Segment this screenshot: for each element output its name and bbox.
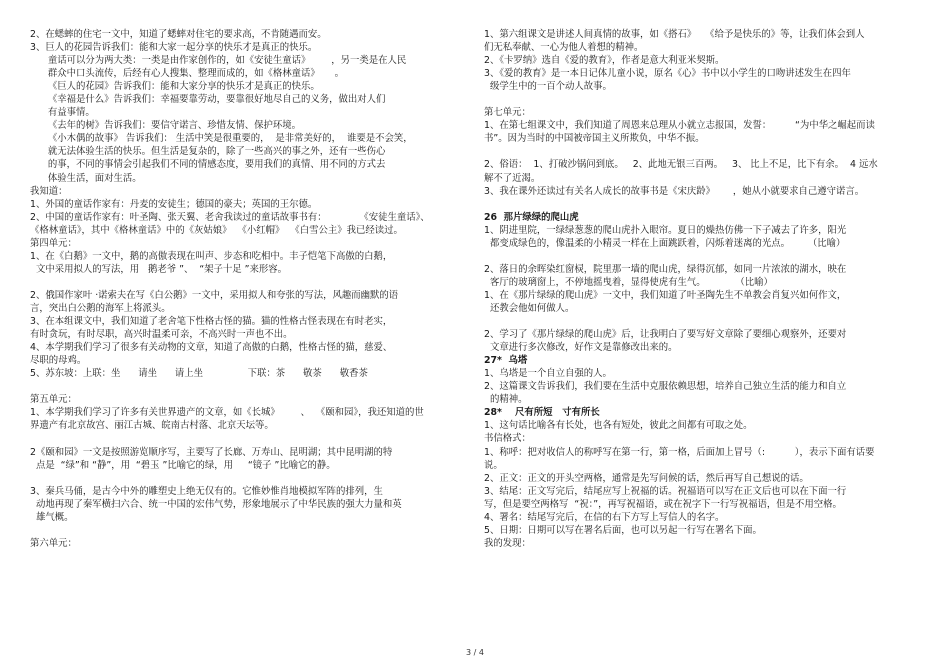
text-line: 级学生中的一百个动人故事。: [484, 81, 612, 93]
paragraph-gap: [30, 380, 468, 393]
text-line: 第六单元：: [30, 537, 77, 549]
text-line: 雄气概。: [30, 511, 74, 523]
text-line: 3、《爱的教育》是一本日记体儿童小说，原名《心》书中以小学生的口吻讲述发生在四年: [484, 68, 851, 80]
text-line: 的精神。: [484, 394, 528, 406]
text-line: 2、正文：正文的开头空两格，通常是先写问候的话，然后再写自己想说的话。: [484, 472, 809, 484]
text-line: 书信格式：: [484, 433, 531, 445]
text-line: 有时贪玩，有时尽职，高兴时温柔可亲，不高兴时一声也不出。: [30, 329, 293, 341]
paragraph-gap: [30, 276, 468, 289]
paragraph-gap: [484, 93, 922, 106]
left-column: [30, 28, 468, 550]
text-line: 第四单元：: [30, 237, 77, 249]
text-line: 说。: [484, 459, 503, 471]
text-line: 点是 “绿”和 “静”，用 “碧玉 ”比喻它的绿，用 “镜子 ”比喻它的静。: [30, 459, 336, 471]
text-line: 第五单元：: [30, 394, 77, 406]
text-line: 解不了近渴。: [484, 172, 541, 184]
text-line: 1、本学期我们学习了许多有关世界遗产的文章，如《长城》 、 《颐和园》，我还知道的世: [30, 407, 424, 419]
text-line: 2、在蟋蟀的住宅一文中，知道了蟋蟀对住宅的要求高，不肯随遇而安。: [30, 29, 327, 40]
text-line: 2、落日的余晖染红窗棂，院里那一墙的爬山虎，绿得沉郁，如同一片浓浓的湖水，映在: [484, 263, 847, 275]
text-line: 3、我在课外还读过有关名人成长的故事书是《宋庆龄》 ，她从小就要求自己遵守诺言。: [484, 185, 865, 197]
section-heading-line: 27* 乌塔: [484, 355, 528, 367]
text-line: 尽职的母鸡。: [30, 355, 87, 367]
text-line: 我知道：: [30, 185, 68, 197]
right-column: [484, 28, 922, 550]
paragraph-gap: [484, 315, 922, 328]
text-line: 3、在本组课文中，我们知道了老舍笔下性格古怪的猫。猫的性格古怪表现在有时老实，: [30, 316, 393, 328]
text-line: 2、这篇课文告诉我们，我们要在生活中克服依赖思想，培养自己独立生活的能力和自立: [484, 381, 847, 393]
paragraph-gap: [30, 524, 468, 537]
text-line: 《去年的树》告诉我们：要信守诺言、珍惜友情、保护环境。: [30, 120, 302, 132]
text-line: 言，突出白公鹅的海军上将派头。: [30, 302, 171, 314]
text-line: 《格林童话》，其中《格林童话》中的《灰姑娘》 《小红帽》 《白雪公主》我已经读过。: [30, 224, 403, 236]
text-line: 《巨人的花园》告诉我们：能和大家分享的快乐才是真正的快乐。: [30, 81, 320, 93]
text-line: 1、第六组课文是讲述人间真情的故事，如《搭石》 《给予是快乐的》等，让我们体会到人: [484, 29, 865, 40]
text-line: 5、苏东坡：上联：坐 请坐 请上坐 下联：茶 敬茶 敬香茶: [30, 368, 368, 380]
paragraph-gap: [484, 145, 922, 158]
section-heading-line: 28* 尺有所短 寸有所长: [484, 407, 600, 419]
text-line: 5、日期：日期可以写在署名后面，也可以另起一行写在署名下面。: [484, 524, 762, 536]
text-line: 动地再现了秦军横扫六合、统一中国的宏伟气势，形象地展示了中华民族的强大力量和英: [30, 498, 402, 510]
page-number: 3 / 4: [466, 648, 484, 657]
text-line: 1、称呼：把对收信人的称呼写在第一行，第一格，后面加上冒号（: ），表示下面有话要: [484, 446, 875, 458]
text-line: 书”。因为当时的中国被帝国主义所欺负，中华不振。: [484, 133, 705, 145]
text-line: 2、俄国作家叶 ·诺索夫在写《白公鹅》一文中，采用拟人和夸张的写法，风趣而幽默的语: [30, 289, 399, 301]
text-line: 体验生活，面对生活。: [30, 172, 142, 184]
text-line: 我的发现：: [484, 537, 531, 549]
text-line: 界遗产有北京故宫、丽江古城、皖南古村落、北京天坛等。: [30, 420, 274, 432]
text-line: 1、阴进里院，一绿绿葱葱的爬山虎扑入眼帘。夏日的燥热仿佛一下子减去了许多，阳光: [484, 224, 847, 236]
text-line: 文章进行多次修改，好作文是靠修改出来的。: [484, 342, 678, 354]
paragraph-gap: [484, 198, 922, 211]
text-line: 2、俗语： 1、打破沙锅问到底。 2、此地无银三百两。 3、 比上不足，比下有余。 4 远水: [484, 159, 878, 171]
section-heading-line: 26 那片绿绿的爬山虎: [484, 211, 579, 223]
text-line: 《小木偶的故事》 告诉我们： 生活中笑是很重要的， 是非常美好的， 谁要是不会笑，: [30, 133, 413, 145]
text-line: 们无私奉献、一心为他人着想的精神。: [484, 42, 644, 54]
text-line: 2、学习了《那片绿绿的爬山虎》后，让我明白了要写好文章除了要细心观察外，还要对: [484, 329, 847, 341]
text-line: 3、秦兵马俑，是古今中外的雕塑史上绝无仅有的。它惟妙惟肖地模拟军阵的排列，生: [30, 485, 383, 497]
text-line: 写，但是要空两格写 “祝：”，再写祝福语，或在祝字下一行写祝福语，但是不用空格。: [484, 498, 842, 510]
text-line: 第七单元：: [484, 107, 531, 119]
text-line: 1、乌塔是一个自立自强的人。: [484, 368, 612, 380]
text-line: 1、在《那片绿绿的爬山虎》一文中，我们知道了叶圣陶先生不单教会肖复兴如何作文，: [484, 289, 847, 301]
text-line: 童话可以分为两大类：一类是由作家创作的，如《安徒生童话》 ，另一类是在人民: [30, 55, 407, 67]
paragraph-gap: [30, 432, 468, 445]
text-line: 1、这句话比喻各有长处，也各有短处，彼此之间都有可取之处。: [484, 420, 753, 432]
text-line: 文中采用拟人的写法，用 鹅老爷 ”、 “架子十足 ”来形容。: [30, 263, 288, 275]
text-line: 还教会他如何做人。: [484, 302, 575, 314]
text-line: 2、《卡罗纳》选自《爱的教育》，作者是意大利亚米契斯。: [484, 55, 725, 67]
text-line: 2《颐和园》一文是按照游览顺序写，主要写了长廊、万寿山、昆明湖；其中昆明湖的特: [30, 446, 393, 458]
text-line: 有益事情。: [30, 107, 95, 119]
text-line: 3、巨人的花园告诉我们：能和大家一起分享的快乐才是真正的快乐。: [30, 42, 318, 54]
paragraph-gap: [30, 472, 468, 485]
text-line: 1、外国的童话作家有：丹麦的安徒生；德国的豪夫；英国的王尔德。: [30, 198, 318, 210]
text-line: 1、在《白鹅》一文中，鹅的高傲表现在叫声、步态和吃相中。丰子恺笔下高傲的白鹅，: [30, 250, 393, 262]
text-line: 《幸福是什么》告诉我们：幸福要靠劳动，要靠很好地尽自己的义务，做出对人们: [30, 94, 386, 106]
text-line: 客厅的玻璃窗上，不停地摇曳着，显得使虎有生气。 （比喻）: [484, 276, 773, 288]
text-line: 4、本学期我们学习了很多有关动物的文章，知道了高傲的白鹅，性格古怪的猫，慈爱、: [30, 342, 393, 354]
text-line: 1、在第七组课文中，我们知道了周恩来总理从小就立志报国，发誓： “为中华之崛起而读: [484, 120, 875, 132]
text-line: 3、结尾：正文写完后，结尾应写上祝福的话。祝福语可以写在正文后也可以在下面一行: [484, 485, 847, 497]
text-line: 群众中口头流传，后经有心人搜集、整理而成的，如《格林童话》 。: [30, 68, 345, 80]
text-line: 就无法体验生活的快乐。但生活是复杂的，除了一些高兴的事之外，还有一些伤心: [30, 146, 386, 158]
text-line: 2、中国的童话作家有：叶圣陶、张天翼、老舍我读过的童话故事书有： 《安徒生童话》、: [30, 211, 430, 223]
text-line: 的事，不同的事情会引起我们不同的情感态度，要用我们的真情、用不同的方式去: [30, 159, 386, 171]
text-line: 4、署名：结尾写完后，在信的右下方写上写信人的名字。: [484, 511, 725, 523]
paragraph-gap: [484, 250, 922, 263]
text-line: 都变成绿色的，像温柔的小精灵一样在上面跳跃着，闪烁着迷离的光点。 （比喻）: [484, 237, 846, 249]
